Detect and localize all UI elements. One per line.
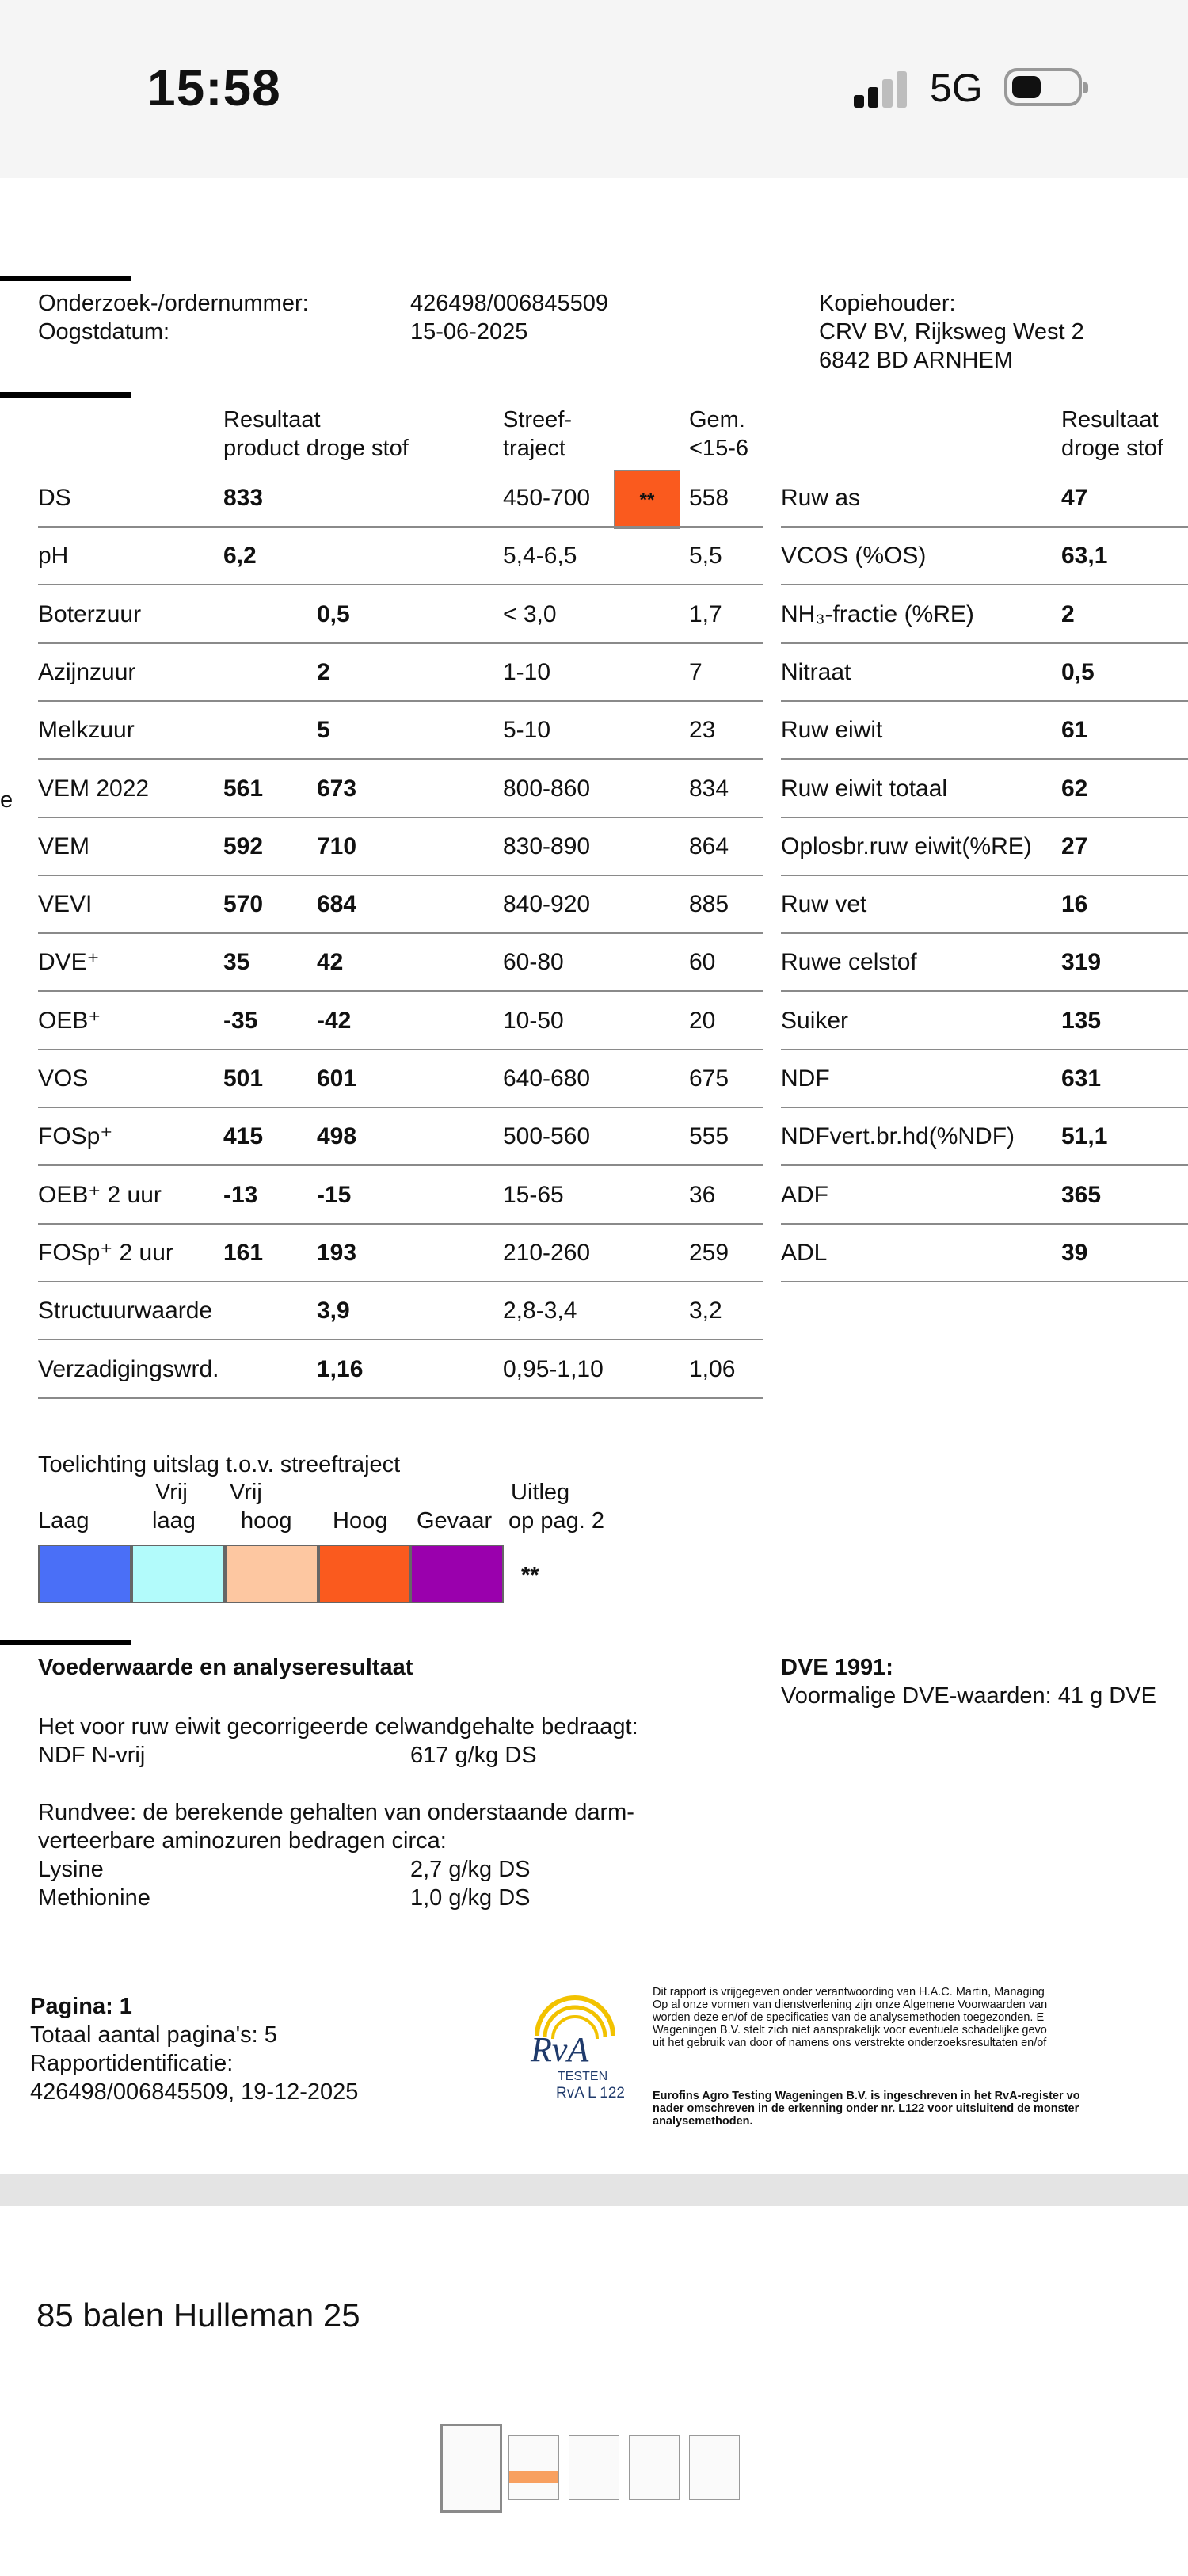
row-product-value: -13	[223, 1182, 258, 1208]
row-label: Structuurwaarde	[38, 1298, 213, 1324]
row-dry-value: 5	[317, 717, 330, 743]
row-label: Verzadigingswrd.	[38, 1356, 219, 1382]
network-label: 5G	[930, 66, 983, 110]
right-row-value: 631	[1061, 1065, 1102, 1092]
right-row-divider	[781, 1049, 1188, 1050]
header-target: Streef-	[503, 407, 573, 433]
row-product-value: 6,2	[223, 543, 257, 569]
right-row-value: 39	[1061, 1240, 1088, 1266]
legend-explain-page: op pag. 2	[508, 1508, 604, 1534]
row-product-value: 833	[223, 485, 264, 511]
row-divider	[38, 1164, 763, 1166]
row-dry-value: 3,9	[317, 1298, 350, 1324]
row-label: OEB⁺ 2 uur	[38, 1182, 162, 1208]
header-right-dry: droge stof	[1061, 436, 1163, 461]
row-product-value: -35	[223, 1008, 258, 1034]
legend-swatch	[38, 1545, 131, 1603]
row-divider	[38, 642, 763, 644]
page-gap	[0, 2174, 1188, 2206]
cropped-text-fragment: e	[0, 787, 13, 813]
row-product-value: 161	[223, 1240, 264, 1266]
right-row-divider	[781, 1223, 1188, 1225]
row-target: 5-10	[503, 717, 551, 743]
row-label: DS	[38, 485, 71, 511]
row-divider	[38, 1107, 763, 1108]
page-thumbnail-1[interactable]	[440, 2424, 502, 2513]
ndf-n-free-value: 617 g/kg DS	[410, 1743, 537, 1768]
row-target: 830-890	[503, 833, 591, 859]
row-product-value: 501	[223, 1065, 264, 1092]
row-divider	[38, 990, 763, 992]
legend-swatch	[410, 1545, 504, 1603]
right-row-value: 51,1	[1061, 1123, 1108, 1149]
row-divider	[38, 1339, 763, 1340]
row-divider	[38, 758, 763, 760]
section-divider	[0, 392, 131, 398]
disclaimer-line: Op al onze vormen van dienstverlening zijn onze Algemene Voorwaarden van	[653, 1999, 1048, 2011]
harvest-value: 15-06-2025	[410, 319, 528, 345]
row-divider	[38, 1049, 763, 1050]
row-target: < 3,0	[503, 601, 557, 627]
row-product-value: 570	[223, 891, 264, 917]
row-divider	[38, 1397, 763, 1399]
row-divider	[38, 526, 763, 528]
row-dry-value: 673	[317, 775, 357, 802]
row-average: 3,2	[689, 1298, 722, 1324]
row-dry-value: 193	[317, 1240, 357, 1266]
legend-swatch	[131, 1545, 225, 1603]
report-page	[0, 178, 1188, 2174]
row-target: 210-260	[503, 1240, 591, 1266]
legend-label-top: Vrij	[155, 1480, 188, 1505]
row-dry-value: 1,16	[317, 1356, 364, 1382]
row-average: 7	[689, 659, 703, 685]
logo-letters: RvA	[531, 2030, 589, 2069]
row-label: VEVI	[38, 891, 93, 917]
right-row-divider	[781, 642, 1188, 644]
page-thumbnail-4[interactable]	[629, 2435, 680, 2500]
row-label: VEM	[38, 833, 90, 859]
legend-marker: **	[521, 1563, 539, 1588]
row-divider	[38, 817, 763, 818]
row-target: 640-680	[503, 1065, 591, 1092]
report-id: 426498/006845509, 19-12-2025	[30, 2079, 359, 2105]
disclaimer-line: uit het gebruik van door of namens ons verstrekte onderzoeksresultaten en/of	[653, 2037, 1047, 2049]
row-label: Boterzuur	[38, 601, 142, 627]
row-divider	[38, 584, 763, 585]
row-average: 555	[689, 1123, 729, 1149]
row-target: 2,8-3,4	[503, 1298, 577, 1324]
right-row-label: Ruw eiwit	[781, 717, 883, 743]
logo-rva-number: RvA L 122	[556, 2085, 625, 2099]
right-row-divider	[781, 932, 1188, 934]
right-row-divider	[781, 1281, 1188, 1282]
harvest-label: Oogstdatum:	[38, 319, 170, 345]
right-row-value: 63,1	[1061, 543, 1108, 569]
right-row-value: 365	[1061, 1182, 1102, 1208]
registration-line: nader omschreven in de erkenning onder nr. L122 voor uitsluitend de monster	[653, 2102, 1079, 2115]
section-divider	[0, 1640, 131, 1645]
right-row-divider	[781, 526, 1188, 528]
legend-label: Laag	[38, 1508, 89, 1534]
status-time: 15:58	[147, 59, 281, 116]
right-row-value: 62	[1061, 775, 1088, 802]
amino-text-2: verteerbare aminozuren bedragen circa:	[38, 1828, 447, 1854]
right-row-label: Nitraat	[781, 659, 851, 685]
row-label: DVE⁺	[38, 949, 100, 975]
legend-label-top: Vrij	[230, 1480, 262, 1505]
right-row-value: 27	[1061, 833, 1088, 859]
rva-logo	[523, 1988, 626, 2099]
order-value: 426498/006845509	[410, 291, 608, 316]
row-label: OEB⁺	[38, 1008, 101, 1034]
row-dry-value: 684	[317, 891, 357, 917]
row-dry-value: 710	[317, 833, 357, 859]
registration-line: analysemethoden.	[653, 2115, 753, 2128]
row-target: 840-920	[503, 891, 591, 917]
disclaimer-line: Wageningen B.V. stelt zich niet aansprakelijk voor eventuele schadelijke gevo	[653, 2024, 1047, 2037]
right-row-divider	[781, 1107, 1188, 1108]
row-label: FOSp⁺	[38, 1123, 113, 1149]
header-product-dry: product droge stof	[223, 436, 409, 461]
row-dry-value: 601	[317, 1065, 357, 1092]
row-average: 834	[689, 775, 729, 802]
legend-swatch	[318, 1545, 410, 1603]
registration-line: Eurofins Agro Testing Wageningen B.V. is ingeschreven in het RvA-register vo	[653, 2090, 1080, 2102]
row-target: 450-700	[503, 485, 591, 511]
right-row-label: NDF	[781, 1065, 830, 1092]
row-target: 60-80	[503, 949, 564, 975]
status-bar	[0, 0, 1188, 178]
lysine-label: Lysine	[38, 1857, 104, 1882]
legend-label: Gevaar	[417, 1508, 493, 1534]
row-label: pH	[38, 543, 69, 569]
right-row-value: 0,5	[1061, 659, 1095, 685]
page-thumbnail-3[interactable]	[569, 2435, 619, 2500]
row-target: 800-860	[503, 775, 591, 802]
right-row-label: ADL	[781, 1240, 828, 1266]
right-row-label: VCOS (%OS)	[781, 543, 927, 569]
methionine-label: Methionine	[38, 1885, 150, 1911]
right-row-value: 2	[1061, 601, 1075, 627]
signal-icon	[854, 70, 909, 108]
total-pages: Totaal aantal pagina's: 5	[30, 2022, 277, 2048]
legend-label: Hoog	[333, 1508, 388, 1534]
row-average: 5,5	[689, 543, 722, 569]
header-right-result: Resultaat	[1061, 407, 1159, 433]
right-row-divider	[781, 817, 1188, 818]
row-label: FOSp⁺ 2 uur	[38, 1240, 173, 1266]
row-average: 558	[689, 485, 729, 511]
copy-holder-label: Kopiehouder:	[819, 291, 956, 316]
dve1991-text: Voormalige DVE-waarden: 41 g DVE	[781, 1683, 1156, 1709]
feed-value-title: Voederwaarde en analyseresultaat	[38, 1655, 413, 1680]
right-row-divider	[781, 875, 1188, 876]
legend-explain: Uitleg	[511, 1480, 570, 1505]
right-row-divider	[781, 758, 1188, 760]
methionine-value: 1,0 g/kg DS	[410, 1885, 531, 1911]
row-average: 20	[689, 1008, 716, 1034]
right-row-label: Ruw eiwit totaal	[781, 775, 948, 802]
row-average: 864	[689, 833, 729, 859]
right-row-value: 135	[1061, 1008, 1102, 1034]
row-divider	[38, 1223, 763, 1225]
page-number: Pagina: 1	[30, 1994, 132, 2019]
row-dry-value: 42	[317, 949, 344, 975]
row-target: 5,4-6,5	[503, 543, 577, 569]
row-dry-value: -42	[317, 1008, 352, 1034]
row-target: 0,95-1,10	[503, 1356, 604, 1382]
row-product-value: 35	[223, 949, 250, 975]
feed-value-text: Het voor ruw eiwit gecorrigeerde celwandgehalte bedraagt:	[38, 1714, 638, 1740]
copy-holder-address: CRV BV, Rijksweg West 2	[819, 319, 1084, 345]
row-product-value: 415	[223, 1123, 264, 1149]
row-label: Melkzuur	[38, 717, 135, 743]
right-row-value: 319	[1061, 949, 1102, 975]
row-average: 23	[689, 717, 716, 743]
right-row-label: ADF	[781, 1182, 828, 1208]
row-divider	[38, 700, 763, 702]
row-average: 1,06	[689, 1356, 736, 1382]
right-row-label: NH₃-fractie (%RE)	[781, 601, 974, 627]
row-average: 36	[689, 1182, 716, 1208]
lysine-value: 2,7 g/kg DS	[410, 1857, 531, 1882]
right-row-value: 61	[1061, 717, 1088, 743]
row-divider	[38, 932, 763, 934]
legend-label: laag	[152, 1508, 196, 1534]
right-row-divider	[781, 1164, 1188, 1166]
dve1991-title: DVE 1991:	[781, 1655, 893, 1680]
right-row-label: Ruw as	[781, 485, 861, 511]
right-row-divider	[781, 990, 1188, 992]
row-divider	[38, 875, 763, 876]
legend-title: Toelichting uitslag t.o.v. streeftraject	[38, 1452, 401, 1477]
row-label: VOS	[38, 1065, 89, 1092]
copy-holder-city: 6842 BD ARNHEM	[819, 348, 1013, 373]
right-row-label: NDFvert.br.hd(%NDF)	[781, 1123, 1015, 1149]
report-id-label: Rapportidentificatie:	[30, 2051, 234, 2076]
right-row-value: 16	[1061, 891, 1088, 917]
right-row-label: Suiker	[781, 1008, 849, 1034]
row-average: 675	[689, 1065, 729, 1092]
header-average: Gem.	[689, 407, 745, 433]
row-product-value: 561	[223, 775, 264, 802]
row-dry-value: 2	[317, 659, 330, 685]
page-thumbnail-2[interactable]	[508, 2435, 559, 2500]
row-divider	[38, 1281, 763, 1282]
row-target: 500-560	[503, 1123, 591, 1149]
row-label: Azijnzuur	[38, 659, 136, 685]
page-thumbnail-5[interactable]	[689, 2435, 740, 2500]
row-label: VEM 2022	[38, 775, 150, 802]
rva-logo-icon	[523, 1988, 626, 2099]
battery-icon	[1004, 68, 1082, 106]
right-row-divider	[781, 700, 1188, 702]
header-target-2: traject	[503, 436, 565, 461]
row-dry-value: -15	[317, 1182, 352, 1208]
row-target: 10-50	[503, 1008, 564, 1034]
order-label: Onderzoek-/ordernummer:	[38, 291, 309, 316]
row-dry-value: 498	[317, 1123, 357, 1149]
header-result: Resultaat	[223, 407, 321, 433]
ds-flag-high: **	[614, 470, 680, 529]
row-average: 885	[689, 891, 729, 917]
attachment-panel	[0, 2206, 1188, 2576]
row-average: 60	[689, 949, 716, 975]
row-target: 15-65	[503, 1182, 564, 1208]
row-target: 1-10	[503, 659, 551, 685]
right-row-label: Ruw vet	[781, 891, 867, 917]
right-row-label: Oplosbr.ruw eiwit(%RE)	[781, 833, 1032, 859]
legend-swatch	[225, 1545, 318, 1603]
legend-label: hoog	[241, 1508, 292, 1534]
section-divider	[0, 276, 131, 281]
logo-testen: TESTEN	[558, 2070, 608, 2083]
ndf-n-free-label: NDF N-vrij	[38, 1743, 146, 1768]
attachment-caption: 85 balen Hulleman 25	[36, 2296, 360, 2334]
disclaimer-line: Dit rapport is vrijgegeven onder verantwoording van H.A.C. Martin, Managing	[653, 1986, 1045, 1999]
right-row-divider	[781, 584, 1188, 585]
disclaimer-line: worden deze en/of de specificaties van de analysemethoden toegezonden. E	[653, 2011, 1045, 2024]
row-dry-value: 0,5	[317, 601, 350, 627]
row-product-value: 592	[223, 833, 264, 859]
row-average: 259	[689, 1240, 729, 1266]
row-average: 1,7	[689, 601, 722, 627]
header-average-2: <15-6	[689, 436, 748, 461]
right-row-value: 47	[1061, 485, 1088, 511]
amino-text-1: Rundvee: de berekende gehalten van onderstaande darm-	[38, 1800, 634, 1825]
right-row-label: Ruwe celstof	[781, 949, 917, 975]
